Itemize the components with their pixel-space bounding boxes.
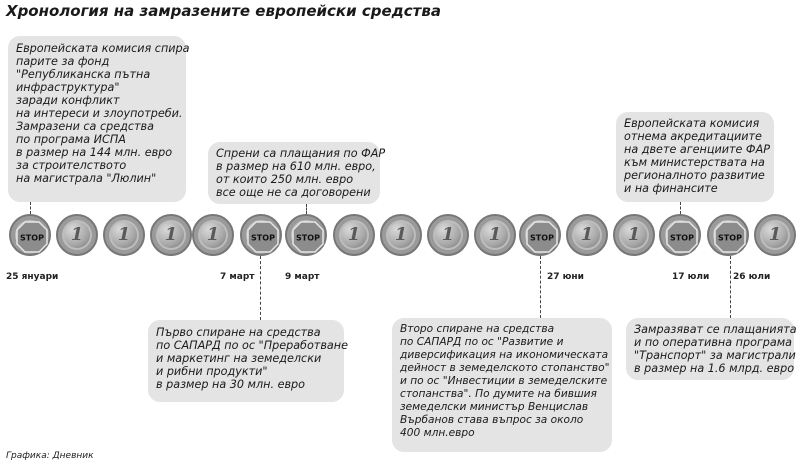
coin-value: 1 [488, 224, 502, 245]
stop-coin-icon [240, 214, 282, 256]
stop-label: STOP [718, 233, 742, 243]
connector-sapard-second [540, 256, 541, 318]
stop-sign-icon [665, 220, 699, 254]
stop-coin-icon [519, 214, 561, 256]
stop-sign-icon [713, 220, 747, 254]
euro-coin-icon [474, 214, 516, 256]
bubble-phare-payments: Спрени са плащания по ФАР в размер на 610 млн. евро, от които 250 млн. евро все още не са договорени [208, 142, 380, 204]
page-title: Хронология на замразените европейски средства [6, 2, 441, 20]
connector-phare-payments [306, 204, 307, 214]
stop-coin-icon [285, 214, 327, 256]
stop-sign-icon [525, 220, 559, 254]
coin-value: 1 [441, 224, 455, 245]
euro-coin-icon [56, 214, 98, 256]
date-27-june: 27 юни [547, 272, 584, 282]
date-25-january: 25 януари [6, 272, 59, 282]
bubble-sapard-second: Второ спиране на средства по САПАРД по ос "Развитие и диверсификация на икономическата дейност в земеделското стопанство" и по ос "Инвестиции в земеделските стопанства". По думите на бившия земеделски министър Венцислав Върбанов става въпрос за около 400 млн.евро [392, 318, 612, 452]
stop-label: STOP [670, 233, 694, 243]
bubble-ispa: Европейската комисия спира парите за фонд "Републиканска пътна инфраструктура" заради конфликт на интереси и злоупотреби. Замразени са средства по програма ИСПА в размер на 144 млн. евро за строителството на магистрала "Люлин" [8, 36, 186, 202]
date-17-july: 17 юли [672, 272, 710, 282]
coin-value: 1 [206, 224, 220, 245]
euro-coin-icon [192, 214, 234, 256]
graphic-credit: Графика: Дневник [6, 451, 94, 461]
euro-coin-icon [566, 214, 608, 256]
euro-coin-icon [613, 214, 655, 256]
date-9-march: 9 март [285, 272, 320, 282]
stop-sign-icon [291, 220, 325, 254]
coin-value: 1 [627, 224, 641, 245]
coin-value: 1 [164, 224, 178, 245]
bubble-phare-accreditation: Европейската комисия отнема акредитациите на двете агенциите ФАР към министерствата на регионалното развитие и на финансите [616, 112, 774, 202]
coin-value: 1 [580, 224, 594, 245]
stop-label: STOP [20, 233, 44, 243]
coin-value: 1 [394, 224, 408, 245]
coin-value: 1 [347, 224, 361, 245]
connector-sapard-first [260, 256, 261, 320]
bubble-sapard-first: Първо спиране на средства по САПАРД по ос "Преработване и маркетинг на земеделски и рибни продукти" в размер на 30 млн. евро [148, 320, 344, 402]
euro-coin-icon [380, 214, 422, 256]
coin-value: 1 [768, 224, 782, 245]
stop-label: STOP [530, 233, 554, 243]
stop-label: STOP [251, 233, 275, 243]
coin-value: 1 [70, 224, 84, 245]
date-7-march: 7 март [220, 272, 255, 282]
euro-coin-icon [103, 214, 145, 256]
euro-coin-icon [754, 214, 796, 256]
connector-ispa [30, 202, 31, 214]
bubble-transport: Замразяват се плащанията и по оперативна програма "Транспорт" за магистрали в размер на 1.6 млрд. евро [626, 318, 794, 380]
coin-value: 1 [117, 224, 131, 245]
stop-label: STOP [296, 233, 320, 243]
stop-sign-icon [246, 220, 280, 254]
euro-coin-icon [427, 214, 469, 256]
connector-transport [730, 256, 731, 318]
connector-phare-accreditation [680, 202, 681, 214]
stop-sign-icon [15, 220, 49, 254]
euro-coin-icon [150, 214, 192, 256]
date-26-july: 26 юли [733, 272, 771, 282]
stop-coin-icon [659, 214, 701, 256]
stop-coin-icon [707, 214, 749, 256]
stop-coin-icon [9, 214, 51, 256]
euro-coin-icon [333, 214, 375, 256]
